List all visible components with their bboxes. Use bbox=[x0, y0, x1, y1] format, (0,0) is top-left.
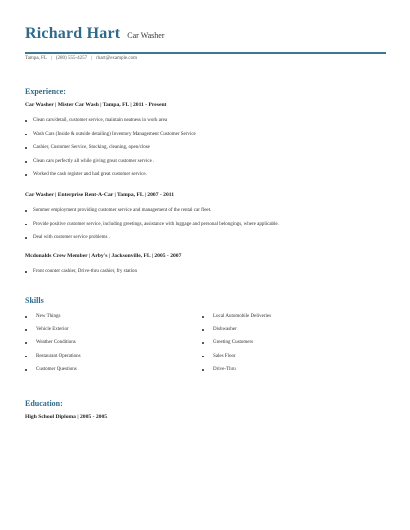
list-item: Cashier, Customer Service, Stocking, cleaning, open/close bbox=[25, 145, 365, 159]
education-heading: Education: bbox=[25, 399, 63, 408]
job-title-1: Car Washer | Mister Car Wash | Tampa, FL | 2011 - Present bbox=[25, 102, 167, 108]
skill-item: Greeting Customers bbox=[202, 340, 271, 353]
skill-item: Customer Questions bbox=[25, 367, 81, 380]
resume-header bbox=[25, 25, 386, 54]
skills-left-column bbox=[25, 314, 81, 380]
job-1-bullets bbox=[25, 118, 365, 186]
education-entry: High School Diploma | 2005 - 2005 bbox=[25, 414, 108, 420]
job-title: Car Washer bbox=[127, 31, 165, 40]
job-title-3: Mcdonalds Crew Member | Arby's | Jacksonville, FL | 2005 - 2007 bbox=[25, 253, 182, 259]
experience-heading: Experience: bbox=[25, 87, 66, 96]
skills-right-column bbox=[202, 314, 271, 380]
list-item: Provide positive customer service, including greetings, assistance with luggage and personal belongings, where applicable. bbox=[25, 222, 365, 236]
contact-info: Tampa, FL | (280) 555-4257 | rhart@example.com bbox=[25, 56, 137, 61]
list-item: Clean cars/detail, customer service, maintain neatness in work area bbox=[25, 118, 365, 132]
job-2-bullets bbox=[25, 208, 365, 249]
contact-email[interactable]: rhart@example.com bbox=[96, 56, 137, 61]
skill-item: New Things bbox=[25, 314, 81, 327]
skill-item: Weather Conditions bbox=[25, 340, 81, 353]
list-item: Deal with customer service problems . bbox=[25, 235, 365, 249]
name-line bbox=[25, 25, 386, 43]
list-item: Summer employment providing customer service and management of the rental car fleet. bbox=[25, 208, 365, 222]
skill-item: Local Automobile Deliveries bbox=[202, 314, 271, 327]
job-3-bullets bbox=[25, 269, 365, 283]
skill-item: Dishwasher bbox=[202, 327, 271, 340]
candidate-name: Richard Hart bbox=[25, 25, 121, 42]
skill-item: Restaurant Operations bbox=[25, 354, 81, 367]
list-item: Worked the cash register and had great customer service. bbox=[25, 172, 365, 186]
list-item: Wash Cars (Inside & outside detailing) Inventory Management Customer Service bbox=[25, 132, 365, 146]
header-divider bbox=[25, 52, 386, 54]
skill-item: Drive-Thru bbox=[202, 367, 271, 380]
job-title-2: Car Washer | Enterprise Rent-A-Car | Tampa, FL | 2007 - 2011 bbox=[25, 192, 175, 198]
contact-phone: (280) 555-4257 bbox=[55, 56, 88, 61]
skill-item: Sales Floor bbox=[202, 354, 271, 367]
skill-item: Vehicle Exterior bbox=[25, 327, 81, 340]
list-item: Front counter cashier, Drive-thru cashier, fry station bbox=[25, 269, 365, 283]
contact-location: Tampa, FL bbox=[25, 56, 47, 61]
skills-heading: Skills bbox=[25, 296, 44, 305]
list-item: Clean cars perfectly all while giving great customer service . bbox=[25, 159, 365, 173]
